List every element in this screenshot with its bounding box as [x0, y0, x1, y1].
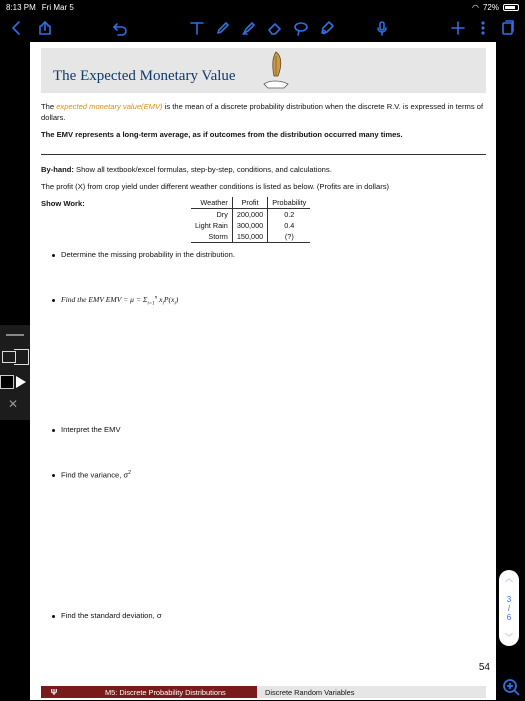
footer-left-label: M5: Discrete Probability Distributions [105, 687, 226, 697]
table-header: Weather [191, 197, 232, 209]
share-icon[interactable] [34, 14, 56, 42]
list-item [52, 295, 178, 307]
page-number: 54 [478, 662, 490, 673]
page-scroller[interactable] [499, 570, 519, 646]
emv-term: expected monetary value(EMV) [56, 102, 163, 111]
text-tool-icon[interactable] [186, 14, 208, 42]
floating-tool-palette[interactable] [0, 325, 30, 420]
intro-post: is the mean of a discrete probability distribution when the discrete R.V. is expressed in terms of dollars. [41, 102, 484, 122]
list-item [52, 425, 121, 434]
table-row [191, 220, 310, 231]
table-cell: 0.2 [284, 210, 295, 219]
expand-arrow-icon[interactable] [16, 376, 26, 388]
emv-formula: Find the EMV EMV = $\mu = \Sigma_{i=1}^n$ $x_iP(x_i)$ [61, 295, 179, 307]
formula-x: x [157, 295, 163, 304]
document-page[interactable] [30, 42, 496, 700]
table-row [191, 209, 310, 221]
status-right [472, 3, 519, 12]
list-item [52, 611, 162, 620]
page-total: 6 [506, 612, 512, 622]
status-bar [0, 0, 525, 14]
footer-left [41, 686, 257, 698]
back-icon[interactable] [6, 14, 28, 42]
status-date: Fri Mar 5 [41, 2, 74, 12]
eraser-icon[interactable] [264, 14, 286, 42]
bullet-text: Interpret the EMV [61, 425, 121, 434]
bullet-dot [52, 429, 55, 432]
bullet-dot [52, 299, 55, 302]
battery-percent: 72% [482, 2, 499, 12]
divider [41, 154, 486, 155]
page-title: The Expected Monetary Value [53, 68, 236, 84]
table-cell: Storm [191, 231, 232, 243]
toolbar [0, 14, 525, 42]
highlighter-icon[interactable] [238, 14, 260, 42]
table-header: Profit [232, 197, 267, 209]
formula-p: P(x [163, 295, 175, 304]
formula-head: Find the EMV EMV = μ = Σ [61, 295, 148, 304]
table-cell: Dry [191, 209, 232, 221]
slide-footer [41, 686, 486, 698]
table-header-row [191, 197, 310, 209]
shape-icon[interactable] [316, 14, 338, 42]
bullet-dot [52, 474, 55, 477]
intro-paragraph [41, 101, 486, 123]
table-cell: 200,000 [232, 209, 267, 221]
emv-note: The EMV represents a long-term average, as if outcomes from the distribution occurred many times. [41, 130, 403, 139]
close-icon[interactable]: ✕ [8, 397, 19, 411]
show-work-label: Show Work: [41, 199, 85, 208]
table-cell: 150,000 [232, 231, 267, 243]
microphone-icon[interactable] [371, 14, 393, 42]
undo-icon[interactable] [109, 14, 131, 42]
footer-right-label: Discrete Random Variables [257, 686, 486, 698]
battery-icon [503, 4, 519, 11]
bullet-text: Find the standard deviation, σ [61, 611, 162, 620]
pages-icon[interactable] [497, 14, 519, 42]
byhand-text: Show all textbook/excel formulas, step-by-step, conditions, and calculations. [73, 165, 332, 174]
table-cell: 0.4 [284, 221, 295, 230]
bullet-text: Determine the missing probability in the distribution. [61, 250, 235, 259]
intro-pre: The [41, 102, 57, 111]
table-cell: (?) [268, 231, 311, 243]
more-icon[interactable] [472, 14, 494, 42]
page-layout-icon[interactable] [14, 349, 29, 365]
table-cell: 300,000 [232, 220, 267, 231]
byhand-line [41, 164, 486, 175]
list-item: Find the variance, $\sigma^2$ [52, 470, 131, 480]
bullet-dot [52, 615, 55, 618]
byhand-label: By-hand: [41, 165, 74, 174]
status-time: 8:13 PM [6, 2, 36, 12]
color-swatch[interactable] [0, 375, 14, 389]
list-item [52, 250, 235, 259]
bullet-dot [52, 254, 55, 257]
page-separator: / [507, 603, 511, 613]
lasso-icon[interactable] [290, 14, 312, 42]
wifi-icon: ◠ [472, 2, 479, 12]
add-icon[interactable] [447, 14, 469, 42]
quill-icon [262, 50, 290, 90]
table-cell: Light Rain [191, 220, 232, 231]
title-banner [41, 48, 486, 93]
table-row [191, 231, 310, 243]
chevron-up-icon[interactable]: ︿ [505, 574, 513, 583]
page-current: 3 [506, 594, 512, 604]
palette-handle[interactable] [6, 334, 24, 336]
bullet-text: Find the variance, σ [61, 470, 129, 480]
distribution-table [191, 197, 310, 243]
chevron-down-icon[interactable]: ﹀ [505, 633, 513, 642]
zoom-icon[interactable] [502, 678, 520, 696]
table-header: Probability [268, 197, 311, 209]
pen-icon[interactable] [212, 14, 234, 42]
profit-text: The profit (X) from crop yield under different weather conditions is listed as below. (Profits are in dollars) [41, 182, 390, 191]
university-logo: Ψ [50, 687, 58, 697]
page-indicator [507, 595, 511, 622]
